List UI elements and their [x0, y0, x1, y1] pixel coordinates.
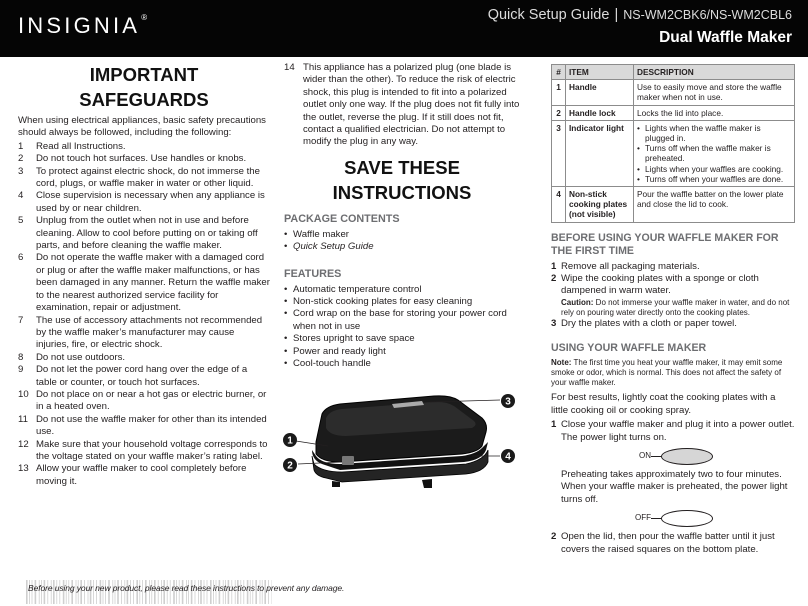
- list-item: • Power and ready light: [284, 345, 386, 357]
- list-item: 1 Remove all packaging materials.: [551, 260, 700, 272]
- tip-text: For best results, lightly coat the cooking plates with a little cooking oil or cooking spray.: [551, 392, 776, 416]
- list-item: • Cord wrap on the base for storing your power cord when not in use: [284, 308, 507, 332]
- power-light-on: ON: [631, 448, 795, 465]
- indicator-light-list: • Lights when the waffle maker is plugged in. • Turns off when the waffle maker is preheated. • Lights when your waffles are cooking. • Turns off when your waffles are done.: [637, 122, 784, 184]
- header-guide-line: [488, 7, 792, 23]
- svg-text:3: 3: [505, 396, 511, 408]
- safeguards-title: IMPORTANT SAFEGUARDS: [79, 64, 209, 110]
- safeguard-item: 4 Close supervision is necessary when any appliance is used by or near children.: [18, 190, 265, 214]
- safeguards-column: [18, 62, 270, 488]
- package-contents-list: [284, 229, 520, 254]
- header-separator: |: [614, 7, 619, 23]
- list-item: • Stores upright to save space: [284, 333, 415, 345]
- table-row: 2 Handle lock Locks the lid into place.: [552, 105, 795, 120]
- handle-lock: [342, 456, 354, 465]
- svg-text:4: 4: [505, 451, 511, 463]
- brand-logo: INSIGNIA®: [18, 13, 148, 38]
- model-numbers: NS-WM2CBK6/NS-WM2CBL6: [623, 8, 792, 22]
- safeguard-item: 3 To protect against electric shock, do not immerse the cord, plugs, or waffle maker in water or other liquid.: [18, 165, 260, 190]
- features-heading: FEATURES: [284, 267, 342, 280]
- safeguard-item: 12 Make sure that your household voltage corresponds to the voltage stated on your waffle maker’s rating label.: [18, 438, 268, 462]
- table-header: DESCRIPTION: [634, 65, 795, 80]
- safeguards-list: [18, 141, 270, 488]
- first-use-note: Note: The first time you heat your waffle maker, it may emit some smoke or odor, which is normal. This does not affect the safety of your waffle maker.: [551, 357, 783, 388]
- table-row: 4 Non-stick cooking plates (not visible) Pour the waffle batter on the lower plate and close the lid to cook.: [552, 187, 795, 223]
- safeguard-item: 11 Do not use the waffle maker for other than its intended use.: [18, 413, 267, 438]
- preheat-text: Preheating takes approximately two to four minutes. When your waffle maker is preheated, the power light turns off.: [561, 468, 788, 505]
- power-light-off: OFF: [631, 510, 795, 527]
- before-using-steps: [551, 261, 795, 298]
- before-using-heading: BEFORE USING YOUR WAFFLE MAKER FOR THE FIRST TIME: [551, 231, 779, 257]
- table-row: 3 Indicator light • Lights when the waffle maker is plugged in. • Turns off when the waffle maker is preheated. • Lights when your waffles are cooking. • Turns off when your waffles are done.: [552, 120, 795, 186]
- caution-note: Caution: Do not immerse your waffle maker in water, and do not rely on pouring water directly onto the cooking plates.: [561, 297, 790, 318]
- using-steps: [551, 419, 795, 444]
- safeguard-item: 14 This appliance has a polarized plug (one blade is wider than the other). To reduce the risk of electric shock, this plug is intended to fit into a polarized outlet only one way. If the plug does not fit fully into the outlet, reverse the plug. If it still does not fit, contact a qualified electrician. Do not attempt to modify the plug in any way.: [284, 62, 520, 148]
- safeguard-item: 1 Read all Instructions.: [18, 140, 126, 152]
- safeguard-item: 8 Do not use outdoors.: [18, 351, 126, 363]
- safeguard-item: 13 Allow your waffle maker to cool completely before moving it.: [18, 463, 247, 487]
- product-title: Dual Waffle Maker: [659, 29, 792, 46]
- list-item: • Cool-touch handle: [284, 358, 371, 370]
- middle-column: [284, 62, 520, 371]
- guide-label: Quick Setup Guide: [487, 7, 610, 23]
- safeguard-item: 7 The use of accessory attachments not recommended by the waffle maker’s manufacturer may cause injuries, fire, or electric shock.: [18, 314, 263, 351]
- list-item: 1 Close your waffle maker and plug it into a power outlet. The power light turns on.: [551, 419, 795, 443]
- list-item: • Waffle maker: [284, 228, 349, 240]
- list-item: 3 Dry the plates with a cloth or paper towel.: [551, 318, 737, 330]
- list-item: • Quick Setup Guide: [284, 241, 374, 253]
- list-item: • Automatic temperature control: [284, 283, 422, 295]
- right-column: [551, 64, 795, 556]
- features-list: [284, 284, 520, 371]
- safeguard-item: 6 Do not operate the waffle maker with a damaged cord or plug or after the waffle maker malfunctions, or has been damaged in any manner. Return the waffle maker to the nearest authorized service facility for examination, repair or adjustment.: [18, 252, 270, 314]
- table-row: 1 Handle Use to easily move and store the waffle maker when not in use.: [552, 80, 795, 105]
- safeguard-item: 9 Do not let the power cord hang over the edge of a table or counter, or touch hot surfaces.: [18, 364, 248, 388]
- list-item: 2 Open the lid, then pour the waffle batter until it just covers the raised squares on the bottom plate.: [551, 531, 775, 555]
- header-bar: [0, 0, 808, 57]
- save-instructions-title: SAVE THESE INSTRUCTIONS: [332, 156, 472, 203]
- safeguard-item: 2 Do not touch hot surfaces. Use handles or knobs.: [18, 153, 247, 165]
- power-light-on-icon: [661, 448, 713, 465]
- waffle-maker-illustration: [282, 384, 518, 494]
- parts-table: [551, 64, 795, 223]
- svg-text:1: 1: [287, 435, 293, 447]
- safeguard-item: 10 Do not place on or near a hot gas or electric burner, or in a heated oven.: [18, 388, 267, 413]
- before-using-steps-cont: [551, 318, 795, 330]
- list-item: 2 Wipe the cooking plates with a sponge or cloth dampened in warm water.: [551, 273, 759, 297]
- table-header: #: [552, 65, 566, 80]
- using-heading: USING YOUR WAFFLE MAKER: [551, 341, 707, 354]
- svg-text:2: 2: [287, 460, 293, 472]
- list-item: • Non-stick cooking plates for easy cleaning: [284, 296, 473, 308]
- using-steps-cont: [551, 531, 795, 556]
- table-header: ITEM: [566, 65, 634, 80]
- power-light-off-icon: [661, 510, 713, 527]
- footer-notice: Before using your new product, please read these instructions to prevent any damage.: [28, 583, 345, 593]
- safeguard-item: 5 Unplug from the outlet when not in use and before cleaning. Allow to cool before putting on or taking off parts, and before cleaning the waffle maker.: [18, 215, 258, 252]
- package-contents-heading: PACKAGE CONTENTS: [284, 212, 400, 225]
- safeguards-intro: When using electrical appliances, basic safety precautions should always be followed, including the following:: [18, 115, 266, 139]
